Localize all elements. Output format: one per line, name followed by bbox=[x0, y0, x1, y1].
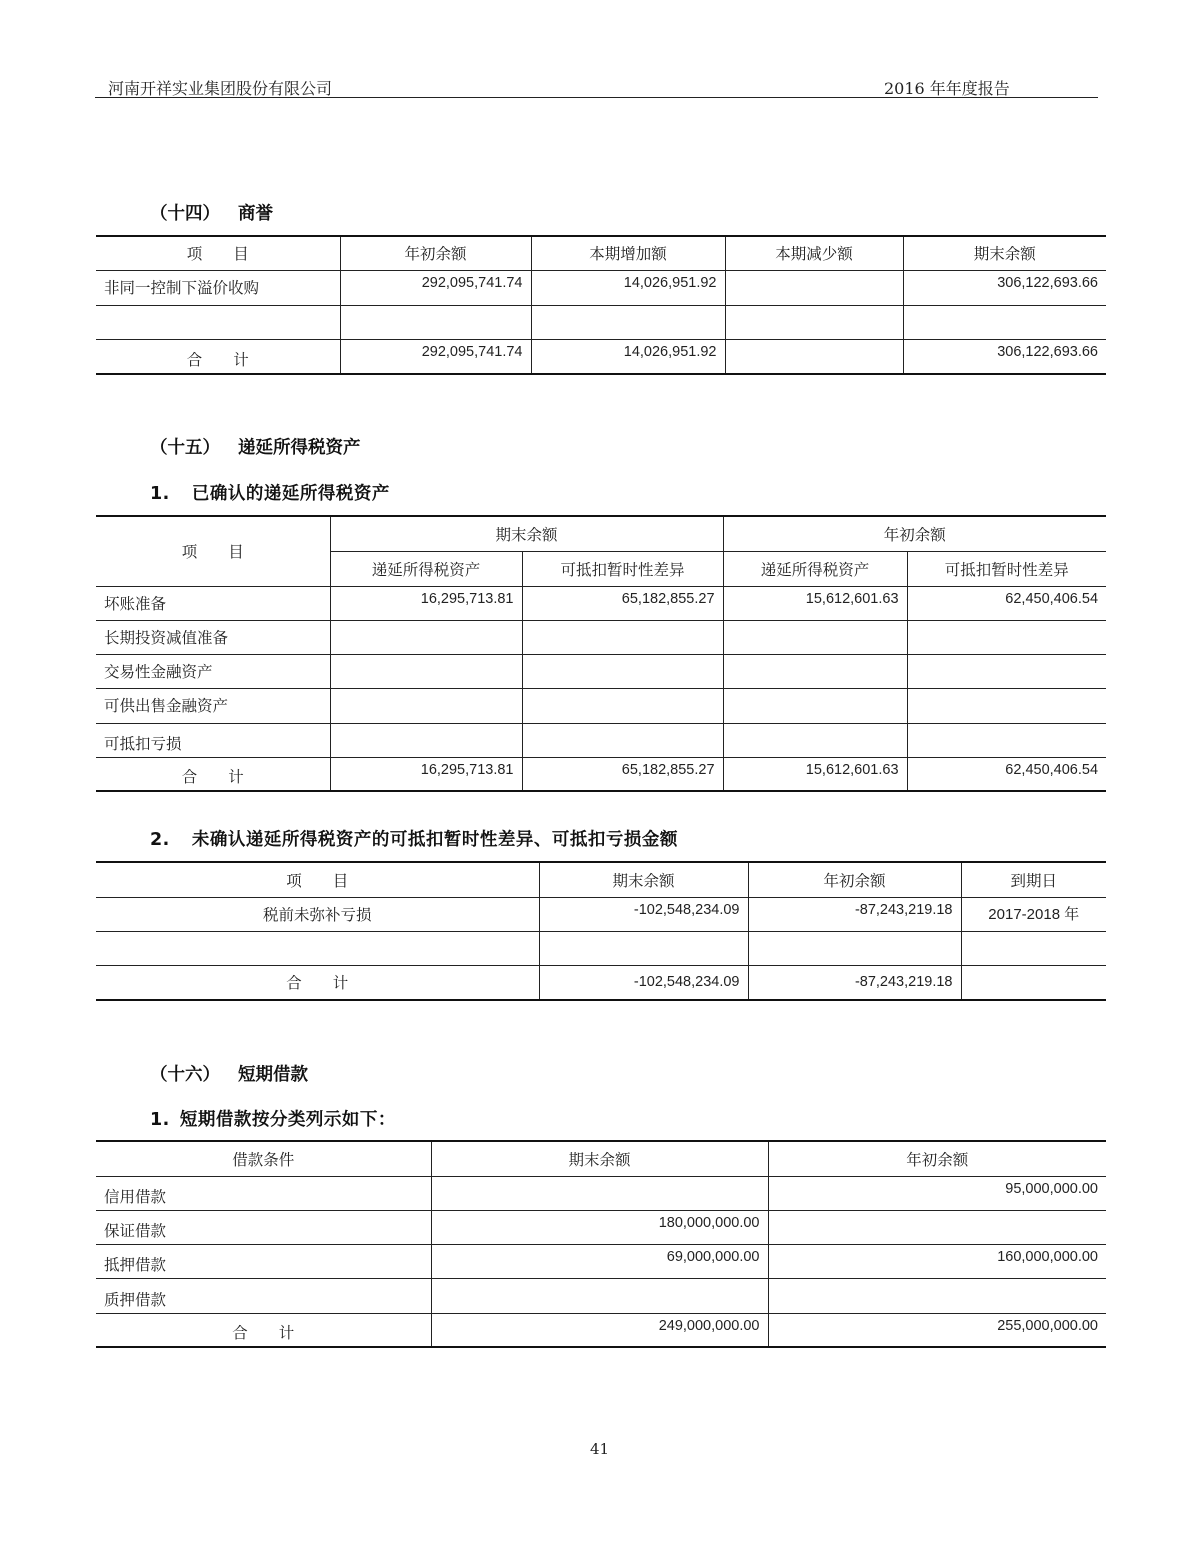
section-14-title: 商誉 bbox=[238, 204, 273, 224]
table-row bbox=[96, 620, 1106, 654]
col-header: 本期减少额 bbox=[725, 236, 903, 270]
table-header-row bbox=[96, 862, 1106, 897]
row-label: 保证借款 bbox=[96, 1210, 431, 1244]
subsection-number: 1. bbox=[150, 484, 170, 504]
row-label: 可抵扣亏损 bbox=[96, 723, 330, 757]
cell-value: 65,182,855.27 bbox=[522, 757, 723, 791]
total-label: 合 计 bbox=[96, 965, 539, 1000]
cell-value bbox=[961, 931, 1106, 965]
cell-value: 292,095,741.74 bbox=[340, 270, 531, 305]
subsection-16-1-heading bbox=[150, 1106, 396, 1131]
section-16-number: （十六） bbox=[150, 1065, 220, 1085]
cell-value: 14,026,951.92 bbox=[531, 270, 725, 305]
section-14-number: （十四） bbox=[150, 204, 220, 224]
cell-value bbox=[522, 620, 723, 654]
cell-value bbox=[725, 270, 903, 305]
col-group-header: 期末余额 bbox=[330, 516, 723, 551]
table-row bbox=[96, 654, 1106, 688]
subsection-15-2-heading bbox=[150, 826, 678, 851]
cell-value bbox=[907, 688, 1106, 723]
row-label bbox=[96, 305, 340, 339]
cell-value bbox=[768, 1210, 1106, 1244]
row-label: 信用借款 bbox=[96, 1176, 431, 1210]
page-number: 41 bbox=[589, 1440, 610, 1458]
col-header: 到期日 bbox=[961, 862, 1106, 897]
cell-value bbox=[907, 723, 1106, 757]
table-row bbox=[96, 1244, 1106, 1278]
cell-value: 65,182,855.27 bbox=[522, 586, 723, 620]
subsection-title: 已确认的递延所得税资产 bbox=[191, 484, 390, 504]
cell-value: 306,122,693.66 bbox=[903, 339, 1106, 374]
header-rule bbox=[95, 97, 1098, 98]
subsection-number: 2. bbox=[150, 830, 170, 850]
cell-value: 255,000,000.00 bbox=[768, 1313, 1106, 1347]
cell-value: -102,548,234.09 bbox=[539, 965, 748, 1000]
cell-value: 62,450,406.54 bbox=[907, 586, 1106, 620]
col-header: 期末余额 bbox=[431, 1141, 768, 1176]
col-header: 可抵扣暂时性差异 bbox=[907, 551, 1106, 586]
col-header: 本期增加额 bbox=[531, 236, 725, 270]
section-16-heading bbox=[150, 1061, 308, 1086]
table-header-row bbox=[96, 516, 1106, 551]
cell-value bbox=[748, 931, 961, 965]
subsection-number: 1. bbox=[150, 1110, 170, 1130]
report-title: 2016 年年度报告 bbox=[884, 79, 1010, 98]
cell-value bbox=[531, 305, 725, 339]
cell-value: 14,026,951.92 bbox=[531, 339, 725, 374]
section-15-title: 递延所得税资产 bbox=[238, 438, 361, 458]
cell-value: 160,000,000.00 bbox=[768, 1244, 1106, 1278]
table-row bbox=[96, 897, 1106, 931]
row-label: 长期投资减值准备 bbox=[96, 620, 330, 654]
unrecognized-deferred-tax-table bbox=[96, 861, 1106, 1001]
cell-value bbox=[522, 688, 723, 723]
cell-value: 306,122,693.66 bbox=[903, 270, 1106, 305]
table-header-row bbox=[96, 1141, 1106, 1176]
cell-value: 16,295,713.81 bbox=[330, 757, 522, 791]
cell-value bbox=[725, 339, 903, 374]
cell-value bbox=[330, 620, 522, 654]
recognized-deferred-tax-table bbox=[96, 515, 1106, 792]
section-15-heading bbox=[150, 434, 361, 459]
table-header-row bbox=[96, 236, 1106, 270]
cell-value: 69,000,000.00 bbox=[431, 1244, 768, 1278]
subsection-title: 短期借款按分类列示如下： bbox=[179, 1110, 396, 1130]
total-row bbox=[96, 757, 1106, 791]
cell-value bbox=[330, 723, 522, 757]
col-header: 年初余额 bbox=[768, 1141, 1106, 1176]
cell-value: 16,295,713.81 bbox=[330, 586, 522, 620]
table-row bbox=[96, 586, 1106, 620]
total-row bbox=[96, 339, 1106, 374]
col-header: 项 目 bbox=[96, 236, 340, 270]
short-term-loans-table bbox=[96, 1140, 1106, 1348]
row-label: 质押借款 bbox=[96, 1278, 431, 1313]
total-row bbox=[96, 965, 1106, 1000]
col-header: 项 目 bbox=[96, 862, 539, 897]
cell-value: 249,000,000.00 bbox=[431, 1313, 768, 1347]
section-14-heading bbox=[150, 200, 273, 225]
cell-value bbox=[768, 1278, 1106, 1313]
table-row bbox=[96, 931, 1106, 965]
row-label: 可供出售金融资产 bbox=[96, 688, 330, 723]
section-15-number: （十五） bbox=[150, 438, 220, 458]
table-row bbox=[96, 1210, 1106, 1244]
table-row bbox=[96, 688, 1106, 723]
col-header: 递延所得税资产 bbox=[330, 551, 522, 586]
cell-value bbox=[522, 654, 723, 688]
cell-value bbox=[723, 654, 907, 688]
cell-value: -87,243,219.18 bbox=[748, 965, 961, 1000]
cell-value bbox=[961, 965, 1106, 1000]
cell-value bbox=[539, 931, 748, 965]
col-header-item: 项 目 bbox=[96, 516, 330, 586]
cell-value: 15,612,601.63 bbox=[723, 586, 907, 620]
cell-value: -102,548,234.09 bbox=[539, 897, 748, 931]
col-header: 可抵扣暂时性差异 bbox=[522, 551, 723, 586]
col-group-header: 年初余额 bbox=[723, 516, 1106, 551]
table-row bbox=[96, 1176, 1106, 1210]
row-label: 交易性金融资产 bbox=[96, 654, 330, 688]
cell-value: 62,450,406.54 bbox=[907, 757, 1106, 791]
row-label: 非同一控制下溢价收购 bbox=[96, 270, 340, 305]
cell-value bbox=[431, 1278, 768, 1313]
table-row bbox=[96, 270, 1106, 305]
cell-value bbox=[723, 688, 907, 723]
cell-value: 292,095,741.74 bbox=[340, 339, 531, 374]
cell-value: 15,612,601.63 bbox=[723, 757, 907, 791]
subsection-title: 未确认递延所得税资产的可抵扣暂时性差异、可抵扣亏损金额 bbox=[191, 830, 678, 850]
cell-value bbox=[723, 723, 907, 757]
section-16-title: 短期借款 bbox=[238, 1065, 308, 1085]
goodwill-table bbox=[96, 235, 1106, 375]
cell-value bbox=[907, 620, 1106, 654]
total-row bbox=[96, 1313, 1106, 1347]
total-label: 合 计 bbox=[96, 1313, 431, 1347]
cell-value: 95,000,000.00 bbox=[768, 1176, 1106, 1210]
row-label: 坏账准备 bbox=[96, 586, 330, 620]
cell-value bbox=[907, 654, 1106, 688]
cell-value bbox=[725, 305, 903, 339]
cell-value bbox=[903, 305, 1106, 339]
cell-value bbox=[340, 305, 531, 339]
cell-value: 180,000,000.00 bbox=[431, 1210, 768, 1244]
table-row bbox=[96, 723, 1106, 757]
subsection-15-1-heading bbox=[150, 480, 390, 505]
row-label: 抵押借款 bbox=[96, 1244, 431, 1278]
col-header: 借款条件 bbox=[96, 1141, 431, 1176]
table-row bbox=[96, 1278, 1106, 1313]
col-header: 期末余额 bbox=[539, 862, 748, 897]
col-header: 递延所得税资产 bbox=[723, 551, 907, 586]
company-name: 河南开祥实业集团股份有限公司 bbox=[108, 79, 333, 98]
cell-value bbox=[723, 620, 907, 654]
row-label bbox=[96, 931, 539, 965]
cell-value bbox=[522, 723, 723, 757]
col-header: 期末余额 bbox=[903, 236, 1106, 270]
total-label: 合 计 bbox=[96, 757, 330, 791]
col-header: 年初余额 bbox=[748, 862, 961, 897]
cell-value bbox=[431, 1176, 768, 1210]
cell-value: -87,243,219.18 bbox=[748, 897, 961, 931]
total-label: 合 计 bbox=[96, 339, 340, 374]
row-label: 税前未弥补亏损 bbox=[96, 897, 539, 931]
cell-value bbox=[330, 654, 522, 688]
col-header: 年初余额 bbox=[340, 236, 531, 270]
cell-value bbox=[330, 688, 522, 723]
cell-value: 2017-2018 年 bbox=[961, 897, 1106, 931]
table-row bbox=[96, 305, 1106, 339]
